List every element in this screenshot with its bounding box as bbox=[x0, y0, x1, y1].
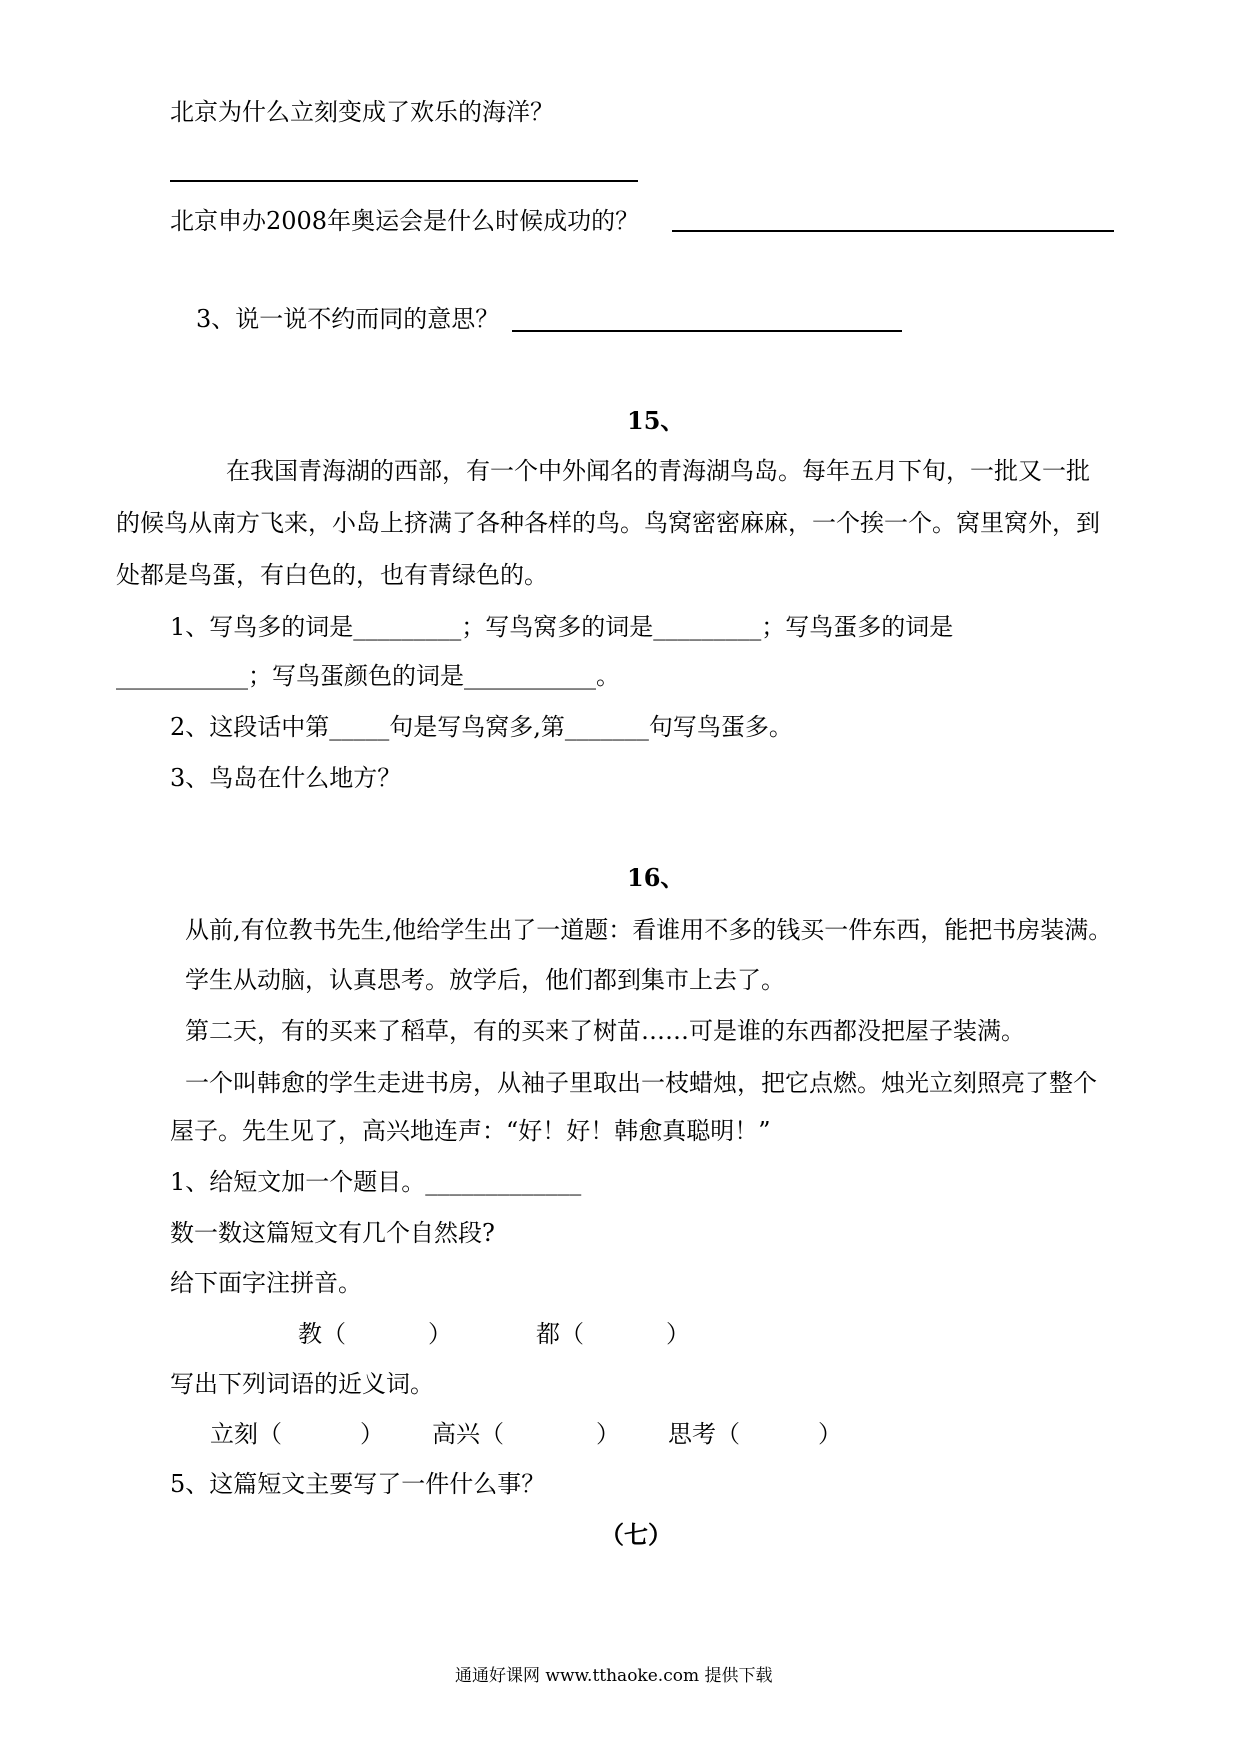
s16-paragraph-line-4: 一个叫韩愈的学生走进书房，从袖子里取出一枝蜡烛，把它点燃。烛光立刻照亮了整个 bbox=[185, 1069, 1097, 1097]
pinyin-close-paren: ） bbox=[428, 1320, 452, 1348]
synonym-close-paren: ） bbox=[596, 1420, 620, 1448]
s16-paragraph-line-2: 学生从动脑，认真思考。放学后，他们都到集市上去了。 bbox=[185, 966, 785, 994]
s15-question-1-line-1: 1、写鸟多的词是_________；写鸟窝多的词是_________；写鸟蛋多的词是 bbox=[170, 613, 954, 641]
s15-question-1-line-2: ___________；写鸟蛋颜色的词是___________。 bbox=[116, 662, 620, 690]
synonym-open-paren: （ bbox=[480, 1420, 504, 1448]
pinyin-char: 都 bbox=[536, 1320, 560, 1348]
s16-question-1: 1、给短文加一个题目。_____________ bbox=[170, 1168, 582, 1196]
synonym-word: 立刻 bbox=[210, 1420, 258, 1448]
pinyin-close-paren: ） bbox=[666, 1320, 690, 1348]
synonym-word: 高兴 bbox=[432, 1420, 480, 1448]
answer-line-b[interactable] bbox=[672, 230, 1114, 232]
question-b: 北京申办2008年奥运会是什么时候成功的？ bbox=[170, 207, 640, 235]
synonym-close-paren: ） bbox=[360, 1420, 384, 1448]
question-a: 北京为什么立刻变成了欢乐的海洋？ bbox=[170, 98, 554, 126]
synonym-item-sikao bbox=[668, 1419, 842, 1449]
synonym-close-paren: ） bbox=[818, 1420, 842, 1448]
pinyin-item-jiao bbox=[298, 1319, 452, 1349]
answer-line-3[interactable] bbox=[512, 330, 902, 332]
synonym-word: 思考 bbox=[668, 1420, 716, 1448]
s16-question-2: 数一数这篇短文有几个自然段? bbox=[170, 1219, 495, 1247]
footer-credit: 通通好课网 www.tthaoke.com 提供下载 bbox=[455, 1666, 773, 1686]
s16-paragraph-line-1: 从前,有位教书先生,他给学生出了一道题：看谁用不多的钱买一件东西，能把书房装满。 bbox=[185, 916, 1113, 944]
synonym-open-paren: （ bbox=[716, 1420, 740, 1448]
s15-question-3: 3、鸟岛在什么地方？ bbox=[170, 764, 402, 792]
pinyin-open-paren: （ bbox=[322, 1320, 346, 1348]
synonym-item-like bbox=[210, 1419, 384, 1449]
answer-line-a[interactable] bbox=[170, 180, 638, 182]
s16-paragraph-line-3: 第二天，有的买来了稻草，有的买来了树苗……可是谁的东西都没把屋子装满。 bbox=[185, 1017, 1025, 1045]
synonym-open-paren: （ bbox=[258, 1420, 282, 1448]
s16-question-3: 给下面字注拼音。 bbox=[170, 1269, 362, 1297]
s15-question-2: 2、这段话中第_____句是写鸟窝多,第_______句写鸟蛋多。 bbox=[170, 713, 793, 741]
question-3: 3、说一说不约而同的意思？ bbox=[196, 305, 500, 333]
synonym-item-gaoxing bbox=[432, 1419, 620, 1449]
pinyin-open-paren: （ bbox=[560, 1320, 584, 1348]
pinyin-char: 教 bbox=[298, 1320, 322, 1348]
s15-paragraph-line-3: 处都是鸟蛋，有白色的，也有青绿色的。 bbox=[116, 561, 548, 589]
s16-paragraph-line-5: 屋子。先生见了，高兴地连声：“好！好！韩愈真聪明！” bbox=[170, 1117, 771, 1145]
s16-question-5: 5、这篇短文主要写了一件什么事？ bbox=[170, 1470, 546, 1498]
section-7-heading: （七） bbox=[600, 1520, 672, 1549]
s15-paragraph-line-1: 在我国青海湖的西部，有一个中外闻名的青海湖鸟岛。每年五月下旬，一批又一批 bbox=[226, 457, 1090, 485]
s15-paragraph-line-2: 的候鸟从南方飞来，小岛上挤满了各种各样的鸟。鸟窝密密麻麻，一个挨一个。窝里窝外，到 bbox=[116, 509, 1100, 537]
pinyin-item-dou bbox=[536, 1319, 690, 1349]
section-16-heading: 16、 bbox=[627, 863, 685, 892]
s16-question-4: 写出下列词语的近义词。 bbox=[170, 1370, 434, 1398]
section-15-heading: 15、 bbox=[627, 406, 685, 435]
